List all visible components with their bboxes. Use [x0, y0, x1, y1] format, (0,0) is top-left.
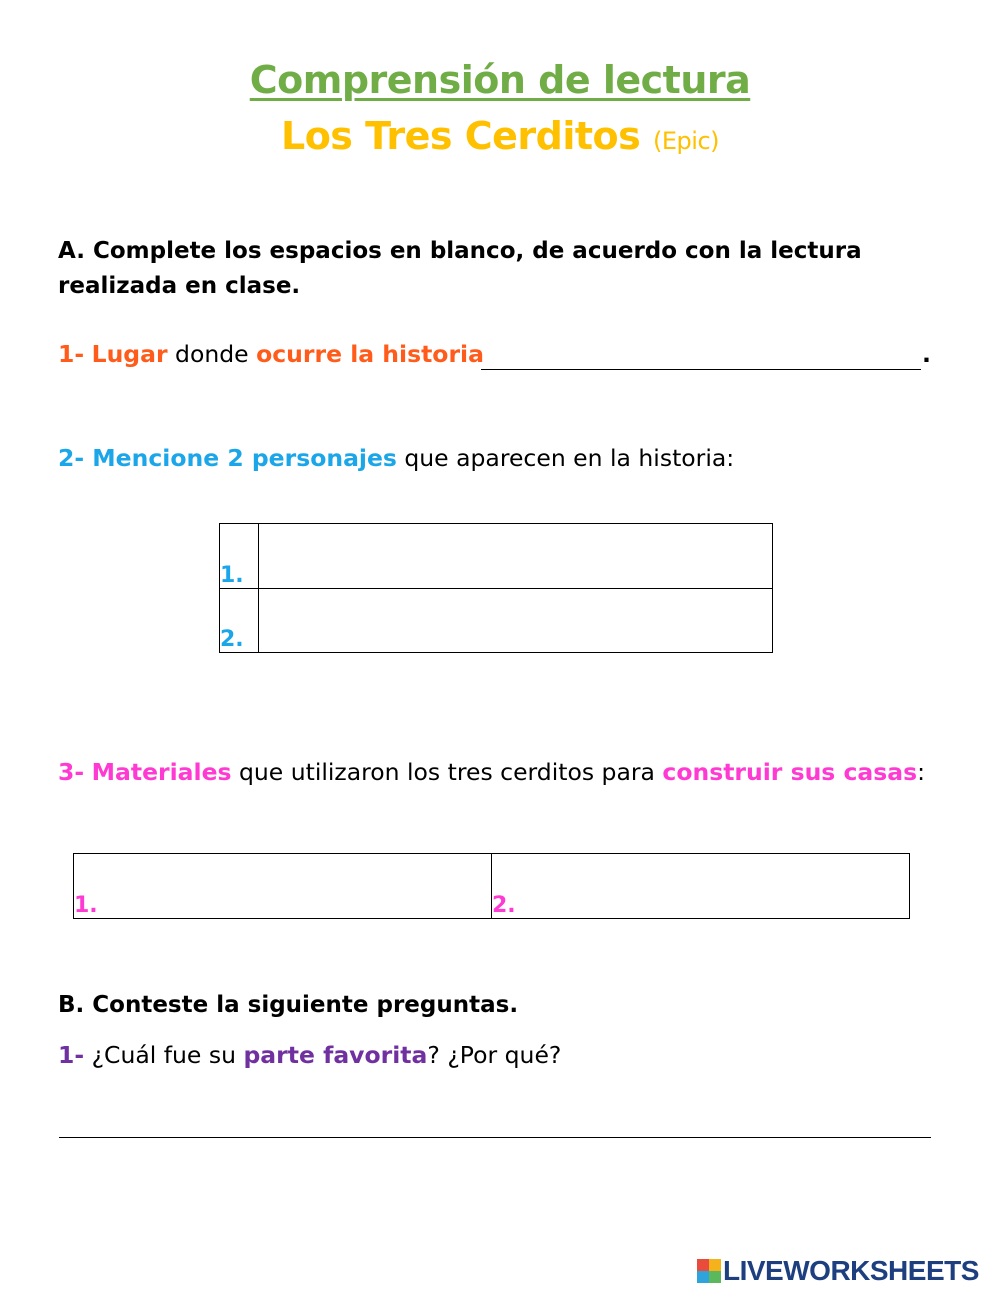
- q3-number: 3-: [58, 758, 85, 786]
- q3-text: que utilizaron los tres cerditos para: [231, 758, 663, 786]
- materials-answer-2[interactable]: 2.: [492, 854, 910, 919]
- question-2: [58, 444, 734, 472]
- b-q1-text-2: ? ¿Por qué?: [427, 1041, 562, 1069]
- characters-row-1: [220, 524, 773, 589]
- characters-table: [219, 523, 773, 653]
- b-q1-text-1: ¿Cuál fue su: [84, 1041, 244, 1069]
- characters-row-2-number: 2.: [220, 589, 259, 653]
- q1-keyword-historia: ocurre la historia: [256, 340, 484, 368]
- b-q1-keyword: parte favorita: [243, 1041, 428, 1069]
- story-source-note: (Epic): [653, 127, 720, 155]
- logo-square-red: [697, 1259, 709, 1271]
- q1-period: .: [922, 340, 931, 368]
- q2-text: que aparecen en la historia:: [396, 444, 735, 472]
- q1-number: 1-: [58, 340, 85, 368]
- q1-keyword-lugar: Lugar: [91, 340, 168, 368]
- story-title-text: Los Tres Cerditos: [280, 114, 641, 158]
- liveworksheets-logo-icon: [697, 1259, 721, 1283]
- materials-row: [74, 854, 910, 919]
- q3-keyword-casas: construir sus casas: [662, 758, 918, 786]
- characters-answer-1[interactable]: [259, 524, 773, 589]
- liveworksheets-wordmark: LIVEWORKSHEETS: [723, 1255, 979, 1286]
- logo-square-green: [709, 1271, 721, 1283]
- section-a-heading-line2: realizada en clase.: [58, 273, 301, 299]
- q2-lead: 2- Mencione 2 personajes: [58, 444, 397, 472]
- section-b-question-1: [58, 1041, 561, 1069]
- materials-answer-1[interactable]: 1.: [74, 854, 492, 919]
- section-a-heading-line1: A. Complete los espacios en blanco, de acuerdo con la lectura: [58, 238, 862, 264]
- section-a-heading: [58, 234, 938, 304]
- section-b-heading: B. Conteste la siguiente preguntas.: [58, 992, 519, 1018]
- story-title: [0, 114, 1000, 158]
- b-q1-number: 1-: [58, 1041, 85, 1069]
- page-title: Comprensión de lectura: [249, 58, 751, 102]
- b-q1-answer-line[interactable]: [59, 1137, 931, 1138]
- characters-row-2: [220, 589, 773, 653]
- question-3: [58, 758, 925, 786]
- materials-table: [73, 853, 910, 919]
- characters-answer-2[interactable]: [259, 589, 773, 653]
- logo-square-blue: [697, 1271, 709, 1283]
- q3-keyword-materiales: Materiales: [91, 758, 232, 786]
- q1-answer-blank[interactable]: [481, 369, 921, 370]
- q1-text: donde: [167, 340, 257, 368]
- question-1: [58, 340, 484, 368]
- characters-row-1-number: 1.: [220, 524, 259, 589]
- logo-square-yellow: [709, 1259, 721, 1271]
- liveworksheets-logo: [697, 1253, 979, 1289]
- q3-colon: :: [917, 758, 926, 786]
